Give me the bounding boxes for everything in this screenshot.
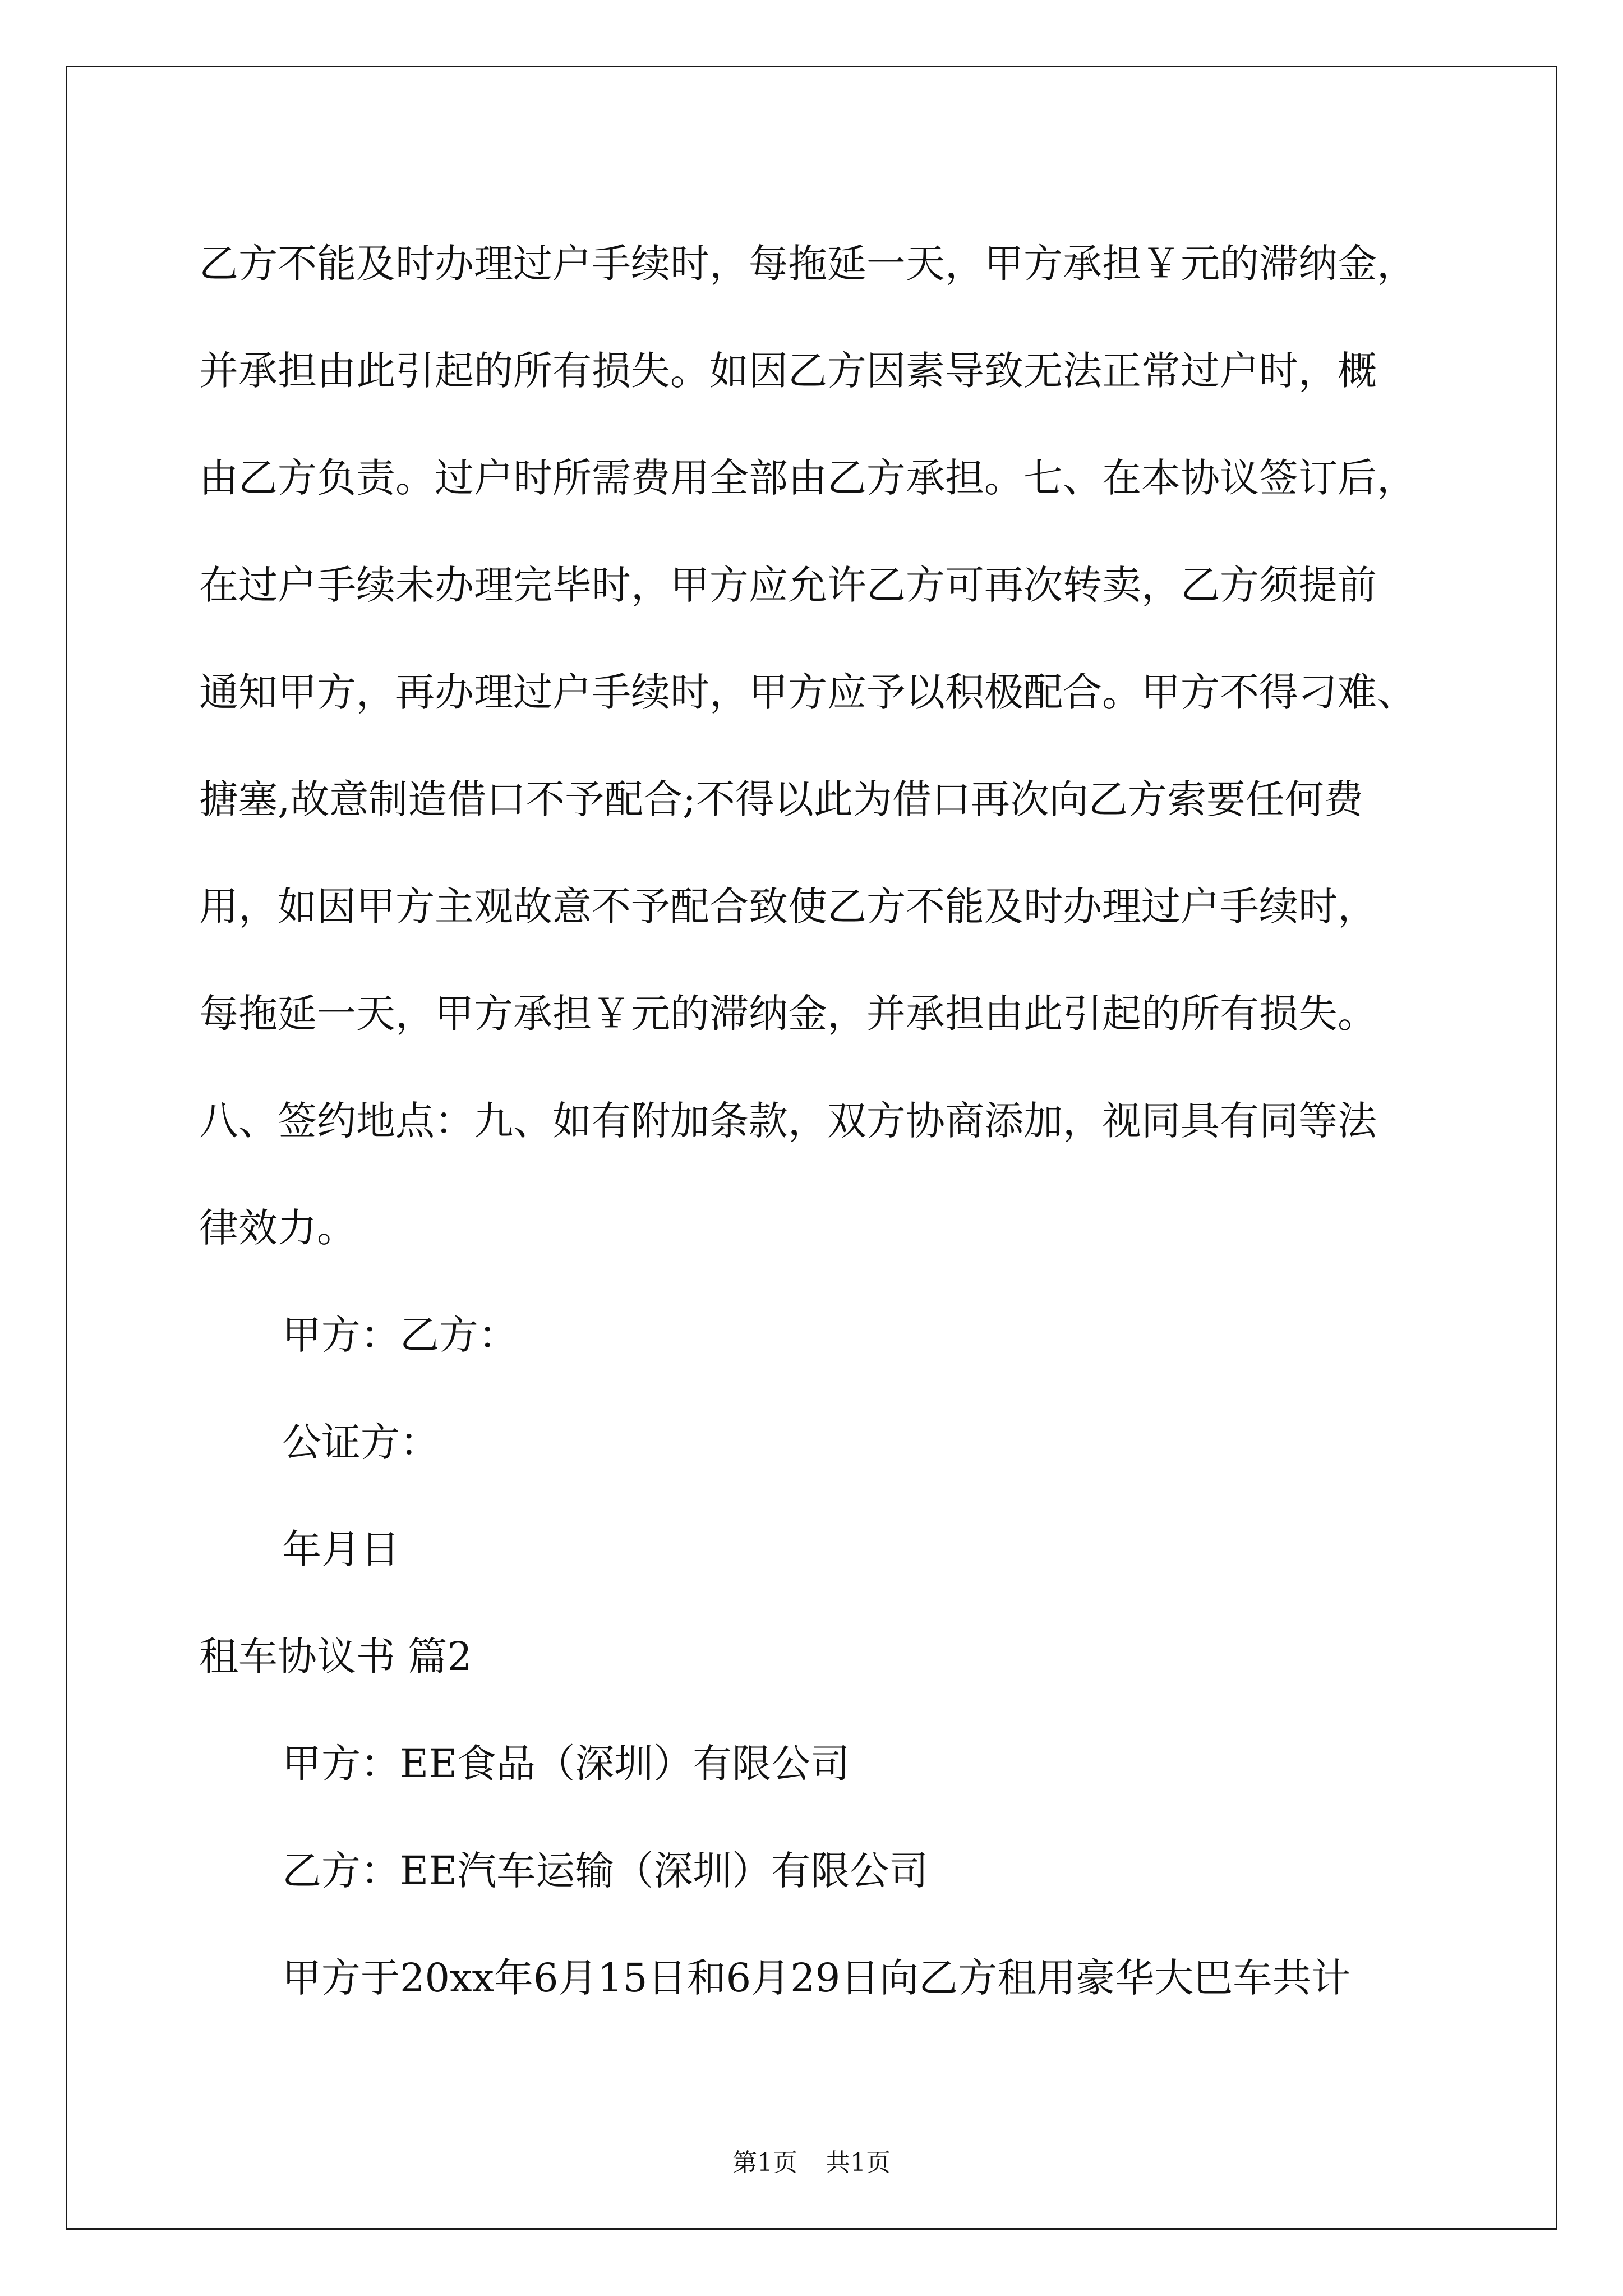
body-line-8: 每拖延一天，甲方承担￥元的滞纳金，并承担由此引起的所有损失。 [199,991,1377,1037]
signature-parties: 甲方：乙方： [282,1312,518,1358]
body-line-10: 律效力。 [199,1205,356,1251]
body-line-6: 搪塞,故意制造借口不予配合;不得以此为借口再次向乙方索要任何费 [199,776,1363,822]
document-body [199,210,1427,2032]
party-b-line: 乙方：EE汽车运输（深圳）有限公司 [282,1848,929,1894]
body-line-3: 由乙方负责。过户时所需费用全部由乙方承担。七、在本协议签订后， [199,455,1416,501]
body-line-4: 在过户手续未办理完毕时，甲方应允许乙方可再次转卖，乙方须提前 [199,562,1377,608]
party-a-line: 甲方：EE食品（深圳）有限公司 [282,1741,850,1787]
section-title: 租车协议书 篇2 [199,1634,472,1680]
body-line-1: 乙方不能及时办理过户手续时，每拖延一天，甲方承担￥元的滞纳金， [199,241,1416,287]
page-footer [0,2147,1623,2179]
page-number: 第1页 [732,2148,797,2177]
date-line: 年月日 [282,1526,400,1572]
body-line-7: 用，如因甲方主观故意不予配合致使乙方不能及时办理过户手续时， [199,884,1377,930]
body-line-5: 通知甲方，再办理过户手续时，甲方应予以积极配合。甲方不得刁难、 [199,669,1416,715]
page-total: 共1页 [826,2148,891,2177]
body-line-9: 八、签约地点：九、如有附加条款，双方协商添加，视同具有同等法 [199,1098,1377,1144]
body-line-2: 并承担由此引起的所有损失。如因乙方因素导致无法正常过户时，概 [199,348,1377,394]
body-last-line: 甲方于20xx年6月15日和6月29日向乙方租用豪华大巴车共计 [282,1955,1351,2001]
notary-line: 公证方： [282,1419,439,1465]
